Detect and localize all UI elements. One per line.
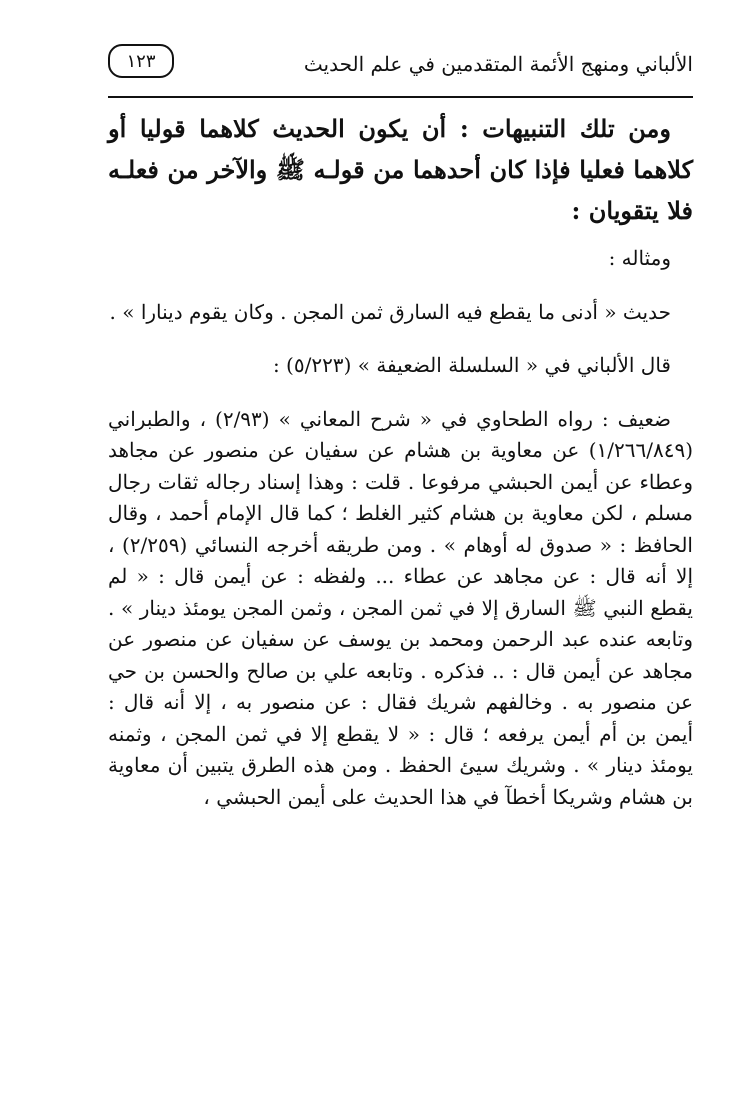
header-divider <box>108 96 693 98</box>
page-header <box>108 44 693 92</box>
hadith-text: حديث « أدنى ما يقطع فيه السارق ثمن المجن . وكان يقوم دينارا » . <box>109 299 671 324</box>
analysis-paragraph: ضعيف : رواه الطحاوي في « شرح المعاني » (٢/٩٣) ، والطبراني (١/٢٦٦/٨٤٩) عن معاوية بن هشام عن سفيان عن منصور عن مجاهد وعطاء عن أيمن الحبشي مرفوعا . قلت : وهذا إسناد رجاله ثقات رجال مسلم ، لكن معاوية بن هشام كثير الغلط ؛ كما قال الإمام أحمد ، وقال الحافظ : « صدوق له أوهام » . ومن طريقه أخرجه النسائي (٢/٢٥٩) ، إلا أنه قال : عن مجاهد عن عطاء ... ولفظه : عن أيمن قال : « لم يقطع النبي ﷺ السارق إلا في ثمن المجن ، وثمن المجن يومئذ دينار » . وتابعه عنده عبد الرحمن ومحمد بن يوسف عن سفيان عن منصور عن مجاهد عن أيمن قال : .. فذكره . وتابعه علي بن صالح والحسن بن حي عن منصور به . وخالفهم شريك فقال : عن منصور به ، إلا أنه قال : أيمن بن أم أيمن يرفعه ؛ قال : « لا يقطع إلا في ثمن المجن ، وثمنه يومئذ دينار » . وشريك سيئ الحفظ . ومن هذه الطرق يتبين أن معاوية بن هشام وشريكا أخطآ في هذا الحديث على أيمن الحبشي ، <box>108 406 693 809</box>
example-label: ومثاله : <box>608 246 671 270</box>
intro-paragraph: ومن تلك التنبيهات : أن يكون الحديث كلاهما قوليا أو كلاهما فعليا فإذا كان أحدهما من قولـه ﷺ والآخر من فعلـه فلا يتقويان : <box>108 114 693 225</box>
page-number: ١٢٣ <box>126 50 156 72</box>
page-number-badge <box>108 44 174 78</box>
albani-citation: قال الألباني في « السلسلة الضعيفة » (٥/٢٢٣) : <box>272 353 671 377</box>
main-text <box>108 108 693 813</box>
running-title: الألباني ومنهج الأئمة المتقدمين في علم الحديث <box>303 52 693 76</box>
